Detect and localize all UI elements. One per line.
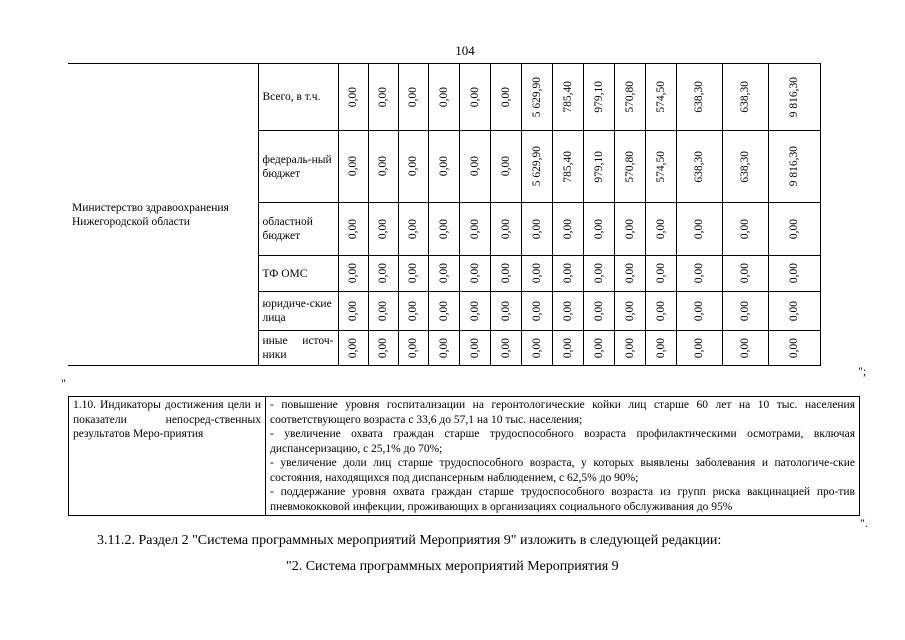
amount-value: 0,00 [739,337,751,359]
amount-value: 0,00 [499,263,512,284]
amount-cell [645,292,676,331]
amount-cell [722,331,768,366]
indicators-table [68,396,860,516]
funding-source-label: областной бюджет [262,216,313,242]
amount-value: 0,00 [468,337,481,359]
indicators-content [266,397,860,516]
amount-value: 0,00 [592,218,605,240]
amount-cell [722,64,768,131]
amount-value: 638,30 [739,150,751,183]
amount-cell [768,131,820,203]
amount-cell [645,256,676,292]
funding-source [258,64,338,131]
amount-value: 0,00 [499,156,512,177]
amount-value: 0,00 [592,263,605,284]
amount-cell [676,256,722,292]
amount-value: 0,00 [623,263,636,284]
amount-value: 979,10 [592,81,605,113]
amount-cell [552,64,583,131]
amount-cell [459,131,490,203]
amount-cell [490,256,521,292]
amount-cell [583,292,614,331]
amount-cell [459,292,490,331]
amount-value: 0,00 [530,263,543,284]
amount-value: 0,00 [468,300,481,322]
amount-cell [583,64,614,131]
amount-value: 0,00 [347,337,359,359]
amount-value: 0,00 [377,86,389,108]
amount-cell [768,292,820,331]
amount-cell [676,131,722,203]
amount-cell [338,256,368,292]
amount-value: 0,00 [561,218,574,240]
amount-cell [490,292,521,331]
amount-value: 0,00 [437,263,450,284]
amount-cell [490,64,521,131]
amount-value: 0,00 [499,86,512,108]
amount-cell [722,203,768,256]
amount-cell [368,203,398,256]
amount-cell [645,64,676,131]
amount-value: 0,00 [377,156,389,177]
amount-cell [722,131,768,203]
amount-cell [338,64,368,131]
amount-cell [398,292,428,331]
amount-value: 979,10 [592,150,605,183]
amount-value: 0,00 [592,337,605,359]
amount-value: 0,00 [654,300,667,322]
amount-value: 0,00 [788,337,800,359]
amount-value: 9 816,30 [788,146,800,187]
amount-value: 0,00 [468,218,481,240]
amount-value: 0,00 [347,263,359,284]
indicators-row [69,397,860,516]
amount-value: 0,00 [499,218,512,240]
amount-cell [583,256,614,292]
amount-cell [459,64,490,131]
amount-value: 785,40 [561,81,574,113]
amount-value: 0,00 [693,300,705,322]
amount-cell [552,256,583,292]
amount-value: 5 629,90 [530,76,543,118]
amount-cell [428,203,459,256]
amount-cell [645,131,676,203]
amount-value: 0,00 [377,300,389,322]
amount-cell [614,256,645,292]
amount-cell [368,64,398,131]
amount-cell [338,331,368,366]
page-number: 104 [455,43,475,58]
organization-cell: Министерство здравоохранения Нижегородской области [68,64,258,366]
amount-cell [583,331,614,366]
amount-cell [614,203,645,256]
funding-source [258,203,338,256]
amount-cell [521,64,552,131]
amount-value: 0,00 [693,263,705,284]
amount-value: 0,00 [788,300,800,322]
finance-row [68,64,820,131]
amount-cell [676,64,722,131]
amount-value: 0,00 [693,218,705,240]
amount-value: 0,00 [788,218,800,240]
amount-cell [552,292,583,331]
amount-value: 0,00 [407,337,419,359]
amount-cell [459,331,490,366]
amount-value: 0,00 [407,218,419,240]
amount-value: 0,00 [437,300,450,322]
amount-cell [428,331,459,366]
amount-cell [552,203,583,256]
indicator-line: - повышение уровня госпитализации на геронтологические койки лиц старше 60 лет на 10 тыс. населения соответствующего возраста с 33,6 до 57,1 на 10 тыс. населения; [270,399,855,426]
amount-cell [428,64,459,131]
amount-value: 0,00 [739,218,751,240]
amount-cell [583,131,614,203]
amount-value: 0,00 [654,337,667,359]
amount-value: 0,00 [407,86,419,108]
closing-quote-1: "; [858,364,867,378]
amount-cell [368,292,398,331]
amount-cell [521,131,552,203]
amount-cell [614,131,645,203]
amount-value: 0,00 [530,218,543,240]
amount-value: 0,00 [407,156,419,177]
amount-value: 0,00 [437,337,450,359]
amount-cell [490,131,521,203]
amount-value: 0,00 [693,337,705,359]
amount-cell [722,292,768,331]
amount-cell [338,203,368,256]
amount-cell [583,203,614,256]
amount-value: 0,00 [623,337,636,359]
section-heading: "2. Система программных мероприятий Мероприятия 9 [286,559,619,574]
funding-source-label: федераль-ный бюджет [262,153,332,180]
amount-value: 9 816,30 [788,76,800,118]
amount-value: 0,00 [347,300,359,322]
amount-value: 0,00 [437,218,450,240]
amount-value: 0,00 [623,218,636,240]
amount-cell [428,256,459,292]
section-instruction: 3.11.2. Раздел 2 "Система программных мероприятий Мероприятия 9" изложить в следующей редакции: [97,533,722,548]
amount-value: 570,80 [623,150,636,183]
funding-source [258,331,338,366]
amount-cell [521,292,552,331]
amount-value: 0,00 [739,300,751,322]
indicator-line: - увеличение доли лиц старше трудоспособного возраста, у которых выявлены заболевания и патологиче-ские состояния, находящихся под диспансерным наблюдением, с 62,5% до 90%; [270,457,855,484]
amount-cell [722,256,768,292]
amount-cell [614,292,645,331]
amount-cell [428,292,459,331]
amount-value: 785,40 [561,150,574,183]
funding-source [258,131,338,203]
amount-cell [676,203,722,256]
amount-value: 0,00 [623,300,636,322]
amount-value: 638,30 [693,150,705,183]
amount-cell [459,203,490,256]
amount-cell [768,256,820,292]
amount-value: 0,00 [347,218,359,240]
amount-cell [490,331,521,366]
amount-cell [768,203,820,256]
amount-value: 0,00 [788,263,800,284]
amount-value: 0,00 [499,300,512,322]
amount-cell [459,256,490,292]
amount-cell [398,203,428,256]
amount-cell [676,331,722,366]
amount-value: 0,00 [561,263,574,284]
amount-cell [768,331,820,366]
amount-value: 0,00 [377,337,389,359]
amount-value: 0,00 [377,263,389,284]
funding-source-label: Всего, в т.ч. [262,91,321,103]
amount-cell [398,64,428,131]
amount-cell [368,256,398,292]
opening-quote: " [61,376,66,390]
amount-cell [490,203,521,256]
amount-value: 0,00 [561,300,574,322]
amount-value: 574,50 [654,150,667,183]
indicators-label: 1.10. Индикаторы достижения цели и показатели непосред-ственных результатов Меро-приятия [69,397,266,516]
funding-source-label: юридиче-ские лица [262,298,332,324]
amount-cell [552,331,583,366]
indicator-line: - поддержание уровня охвата граждан старше трудоспособного возраста из групп риска вакцинацией про-тив пневмококковой инфекции, проживающих в организациях социального обслуживания до 95% [270,486,855,513]
funding-source-label: иные источ-ники [262,335,334,361]
amount-value: 0,00 [592,300,605,322]
amount-value: 0,00 [407,263,419,284]
amount-value: 0,00 [468,263,481,284]
amount-cell [521,331,552,366]
amount-cell [614,64,645,131]
amount-cell [645,331,676,366]
indicator-line: - увеличение охвата граждан старше трудоспособного возраста профилактическими осмотрами, включая диспансеризацию, с 25,1% до 70%; [270,428,855,455]
funding-source [258,292,338,331]
amount-value: 0,00 [468,86,481,108]
amount-value: 570,80 [623,81,636,113]
amount-cell [521,203,552,256]
amount-cell [398,256,428,292]
amount-value: 0,00 [437,86,450,108]
amount-value: 0,00 [347,86,359,108]
amount-value: 638,30 [693,81,705,113]
closing-quote-2: ". [860,516,868,530]
amount-value: 0,00 [377,218,389,240]
amount-cell [521,256,552,292]
amount-cell [645,203,676,256]
amount-cell [768,64,820,131]
amount-value: 0,00 [530,300,543,322]
amount-value: 0,00 [499,337,512,359]
amount-cell [368,331,398,366]
amount-cell [614,331,645,366]
amount-cell [398,131,428,203]
amount-cell [368,131,398,203]
amount-cell [338,131,368,203]
amount-value: 574,50 [654,81,667,113]
amount-value: 0,00 [437,156,450,177]
amount-value: 0,00 [468,156,481,177]
amount-value: 0,00 [530,337,543,359]
amount-value: 0,00 [654,263,667,284]
amount-cell [428,131,459,203]
amount-value: 638,30 [739,81,751,113]
amount-cell [676,292,722,331]
amount-value: 0,00 [561,337,574,359]
amount-cell [338,292,368,331]
amount-value: 0,00 [407,300,419,322]
funding-source-label: ТФ ОМС [262,267,308,280]
amount-value: 0,00 [347,156,359,177]
amount-cell [552,131,583,203]
amount-cell [398,331,428,366]
funding-source [258,256,338,292]
amount-value: 0,00 [654,218,667,240]
amount-value: 0,00 [739,263,751,284]
amount-value: 5 629,90 [530,146,543,187]
finance-table [68,63,821,366]
